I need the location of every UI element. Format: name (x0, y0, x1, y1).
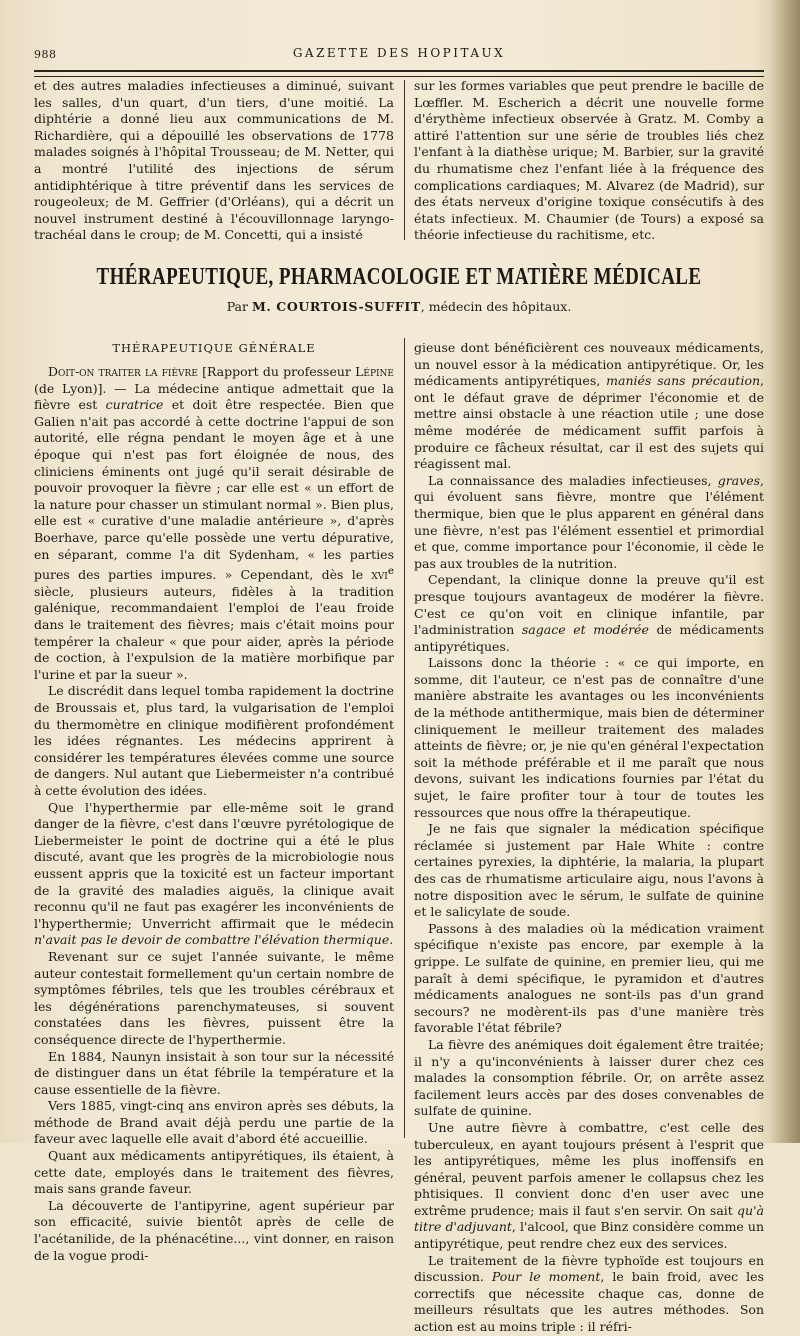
top-right-column (414, 78, 764, 244)
paragraph: Le traitement de la fièvre typhoïde est toujours en discussion. Pour le moment, le bain froid, avec les correctifs que nécessite chaque cas, donne de meilleurs résultats que les autres méthodes. Son action est au moins triple : il réfri- (414, 1252, 764, 1335)
paragraph: Laissons donc la théorie : « ce qui importe, en somme, dit l'auteur, ce n'est pas de connaître d'une manière abstraite les avantages ou les inconvénients de la méthode antithermique, mais bien de déterminer cliniquement le meilleur traitement des malades atteints de fièvre; or, je nie qu'en général l'expectation soit la méthode préférable et il me paraît que nous devons, suivant les indications fournies par l'état du sujet, le faire profiter tour à tour de toutes les ressources que nous offre la thérapeutique. (414, 655, 764, 820)
main-right-column (414, 340, 764, 1336)
paragraph: Doit-on traiter la fièvre [Rapport du professeur Lépine (de Lyon)]. — La médecine antique admettait que la fièvre est curatrice et doit être respectée. Bien que Galien n'ait pas accordé à cette doctrine l'appui de son autorité, elle régna pendant le moyen âge et à une époque qui n'est pas fort éloignée de nous, des cliniciens éminents ont jugé qu'il serait désirable de pouvoir provoquer la fièvre ; car elle est « un effort de la nature pour chasser un stimulant normal ». Bien plus, elle est « curative d'une maladie antérieure », d'après Boerhave, parce qu'elle possède une vertu dépurative, en séparant, comme l'a dit Sydenham, « les parties pures des parties impures. » Cependant, dès le xvi$^e$ siècle, plusieurs auteurs, fidèles à la tradition galénique, recommandaient l'emploi de l'eau froide dans le traitement des fièvres; mais c'était moins pour tempérer la chaleur « que pour aider, après la période de coction, à l'expulsion de la matière morbifique par l'urine et par la sueur ». (34, 364, 395, 682)
paragraph: Je ne fais que signaler la médication spécifique réclamée si justement par Hale White : contre certaines pyrexies, la diphtérie, la malaria, la plupart des cas de rhumatisme articulaire aigu, nous l'avons à notre disposition avec le sérum, le sulfate de quinine et le salicylate de soude. (414, 821, 764, 920)
author-name: Lépine (355, 364, 395, 379)
century: xvi (371, 567, 388, 583)
running-title: GAZETTE DES HOPITAUX (292, 46, 506, 60)
paragraph: Une autre fièvre à combattre, c'est celle des tuberculeux, en ayant toujours présent à l'esprit que les antipyrétiques, même les plus inoffensifs en général, peuvent parfois amener le collapsus chez les phtisiques. Il convient donc d'en user avec une extrême prudence; mais il faut s'en servir. On sait qu'à titre d'adjuvant, l'alcool, que Binz considère comme un antipyrétique, peut rendre chez eux des services. (414, 1119, 765, 1252)
page-number: 988 (34, 48, 57, 61)
paragraph-lead: Doit-on traiter la fièvre (48, 364, 198, 379)
header-rule (34, 70, 764, 77)
paragraph: Passons à des maladies où la médication vraiment spécifique n'existe pas encore, par exemple à la grippe. Le sulfate de quinine, en premier lieu, qui me paraît à demi spécifique, le pyramidon et d'autres médicaments analogues ne sont-ils pas d'un grand secours? ne modèrent-ils pas d'une manière très favorable l'état fébrile? (414, 920, 764, 1036)
emphasis: graves (717, 472, 761, 488)
emphasis: maniés sans précaution (606, 373, 761, 389)
byline-suffix: , médecin des hôpitaux. (420, 299, 572, 314)
paragraph: La fièvre des anémiques doit également être traitée; il n'y a qu'inconvénients à laisser durer chez ces malades la consomption fébrile. Or, on arrête assez facilement leurs accès par des doses convenables de sulfate de quinine. (414, 1036, 764, 1119)
page-edge-shadow (770, 0, 800, 1143)
emphasis: qu'à titre d'adjuvant (414, 1202, 764, 1235)
paragraph: Le discrédit dans lequel tomba rapidement la doctrine de Broussais et, plus tard, la vulgarisation de l'emploi du thermomètre en clinique modifièrent profondément les idées régnantes. Les médecins apprirent à considérer les températures élevées comme une source de dangers. Nul autant que Liebermeister n'a contribué à cette évolution des idées. (34, 683, 394, 798)
sub-heading: THÉRAPEUTIQUE GÉNÉRALE (112, 341, 316, 355)
paragraph: La découverte de l'antipyrine, agent supérieur par son efficacité, suivie bientôt après de celle de l'acétanilide, de la phénacétine..., vint donner, en raison de la vogue prodi- (34, 1197, 394, 1263)
top-left-paragraph: et des autres maladies infectieuses a diminué, suivant les salles, d'un quart, d'un tiers, d'une moitié. La diphtérie a donné lieu aux communications de M. Richardière, qui a dépouillé les observations de 1778 malades soignés à l'hôpital Trousseau; de M. Netter, qui a montré l'utilité des injections de sérum antidiphtérique à titre préventif dans les services de rougeoleux; de M. Geffrier (d'Orléans), qui a décrit un nouvel instrument destiné à l'écouvillonnage laryngo-trachéal dans le croup; de M. Concetti, qui a insisté (34, 78, 394, 243)
top-left-column (34, 78, 394, 244)
paragraph: Vers 1885, vingt-cinq ans environ après ses débuts, la méthode de Brand avait déjà perdu une partie de la faveur avec laquelle elle avait d'abord été accueillie. (34, 1098, 394, 1147)
paragraph: gieuse dont bénéficièrent ces nouveaux médicaments, un nouvel essor à la médication antipyrétique. Or, les médicaments antipyrétiques, maniés sans précaution, ont le défaut grave de déprimer l'économie et de mettre ainsi obstacle à une réaction utile ; une dose même modérée de médicament suffit parfois à produire ce fâcheux résultat, car il est des sujets qui réagissent mal. (414, 340, 764, 472)
page-header (34, 44, 764, 70)
emphasis: n'avait pas le devoir de combattre l'élévation thermique (34, 932, 390, 948)
column-divider (404, 80, 405, 240)
paragraph: Revenant sur ce sujet l'année suivante, le même auteur contestait formellement qu'un certain nombre de symptômes fébriles, tels que les troubles cérébraux et les dégénérations parenchymateuses, si souvent constatées dans les fièvres, puissent être la conséquence directe de l'hyperthermie. (34, 948, 394, 1047)
column-divider (404, 338, 405, 1138)
byline-prefix: Par (226, 299, 248, 314)
emphasis: Pour le moment (491, 1269, 601, 1285)
top-right-paragraph: sur les formes variables que peut prendre le bacille de Lœffler. M. Escherich a décrit une nouvelle forme d'érythème infectieux observée à Gratz. M. Comby a attiré l'attention sur une série de troubles liés chez l'enfant à la diathèse urique; M. Barbier, sur la gravité du rhumatisme chez l'enfant liée à la fréquence des complications cardiaques; M. Alvarez (de Madrid), sur des états nerveux d'origine toxique consécutifs à des états infectieux. M. Chaumier (de Tours) a exposé sa théorie infectieuse du rachitisme, etc. (414, 78, 764, 243)
section-title: THÉRAPEUTIQUE, PHARMACOLOGIE ET MATIÈRE MÉDICALE (96, 264, 702, 291)
paragraph: Quant aux médicaments antipyrétiques, ils étaient, à cette date, employés dans le traitement des fièvres, mais sans grande faveur. (34, 1148, 394, 1197)
main-left-column (34, 364, 394, 1264)
paragraph: Que l'hyperthermie par elle-même soit le grand danger de la fièvre, c'est dans l'œuvre pyrétologique de Liebermeister le point de doctrine qui a été le plus discuté, avant que les progrès de la microbiologie nous eussent appris que la toxicité est un facteur important de la gravité des maladies aiguës, la clinique avait reconnu qu'il ne faut pas exagérer les inconvénients de l'hyperthermie; Unverricht affirmait que le médecin n'avait pas le devoir de combattre l'élévation thermique. (34, 799, 394, 948)
emphasis: curatrice (105, 397, 164, 413)
byline-author: M. COURTOIS-SUFFIT (251, 299, 421, 314)
paragraph: Cependant, la clinique donne la preuve qu'il est presque toujours avantageux de modérer la fièvre. C'est ce qu'on voit en clinique infantile, par l'administration sagace et modérée de médicaments antipyrétiques. (414, 572, 764, 654)
byline (34, 299, 764, 314)
paragraph: En 1884, Naunyn insistait à son tour sur la nécessité de distinguer dans un état fébrile la température et la cause essentielle de la fièvre. (34, 1048, 394, 1097)
emphasis: sagace et modérée (521, 622, 649, 638)
paragraph: La connaissance des maladies infectieuses, graves, qui évoluent sans fièvre, montre que l'élément thermique, bien que le plus apparent en général dans une fièvre, n'est pas l'élément essentiel et primordial et que, comme importance pour l'économie, il cède le pas aux troubles de la nutrition. (414, 472, 764, 571)
